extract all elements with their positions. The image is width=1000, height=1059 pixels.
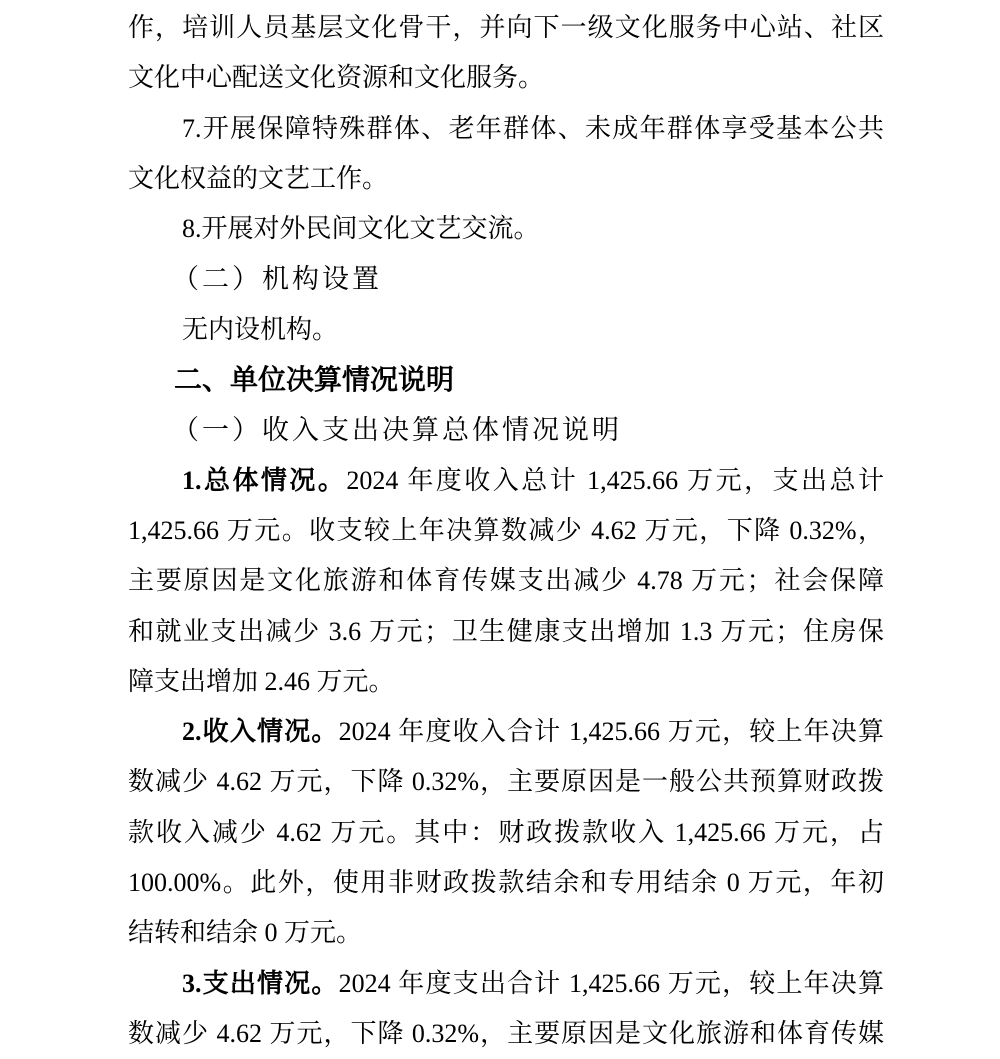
paragraph-bold-lead: 1.总体情况。 — [182, 465, 347, 495]
text-line: 7.开展保障特殊群体、老年群体、未成年群体享受基本公共 — [182, 113, 884, 143]
text-line: 主要原因是文化旅游和体育传媒支出减少 4.78 万元；社会保障 — [128, 566, 884, 596]
text-line: 8.开展对外民间文化文艺交流。 — [182, 214, 540, 244]
text-line: 障支出增加 2.46 万元。 — [128, 666, 395, 696]
text-line: 作，培训人员基层文化骨干，并向下一级文化服务中心站、社区 — [128, 13, 884, 42]
text-line: 数减少 4.62 万元，下降 0.32%，主要原因是一般公共预算财政拨 — [128, 767, 884, 797]
sub-heading: （一）收入支出决算总体情况说明 — [172, 415, 622, 446]
text-line: 结转和结余 0 万元。 — [128, 918, 363, 948]
sub-heading: （二）机构设置 — [172, 264, 382, 295]
text-line: 3.支出情况。2024 年度支出合计 1,425.66 万元，较上年决算 — [182, 968, 884, 998]
text-line: 100.00%。此外，使用非财政拨款结余和专用结余 0 万元，年初 — [128, 868, 884, 898]
text-line: 无内设机构。 — [182, 314, 339, 344]
text-line: 1.总体情况。2024 年度收入总计 1,425.66 万元，支出总计 — [182, 465, 884, 495]
text-line: 文化中心配送文化资源和文化服务。 — [128, 63, 545, 93]
text-line: 1,425.66 万元。收支较上年决算数减少 4.62 万元，下降 0.32%， — [128, 515, 884, 545]
text-line: 文化权益的文艺工作。 — [128, 163, 389, 193]
document-text-block — [128, 3, 884, 1059]
paragraph-bold-lead: 2.收入情况。 — [182, 717, 339, 747]
text-line: 数减少 4.62 万元，下降 0.32%，主要原因是文化旅游和体育传媒 — [128, 1018, 884, 1048]
section-heading: 二、单位决算情况说明 — [174, 364, 455, 396]
text-line: 2.收入情况。2024 年度收入合计 1,425.66 万元，较上年决算 — [182, 717, 884, 747]
text-line: 和就业支出减少 3.6 万元；卫生健康支出增加 1.3 万元；住房保 — [128, 616, 884, 646]
paragraph-bold-lead: 3.支出情况。 — [182, 968, 339, 998]
text-line: 款收入减少 4.62 万元。其中：财政拨款收入 1,425.66 万元，占 — [128, 817, 884, 847]
